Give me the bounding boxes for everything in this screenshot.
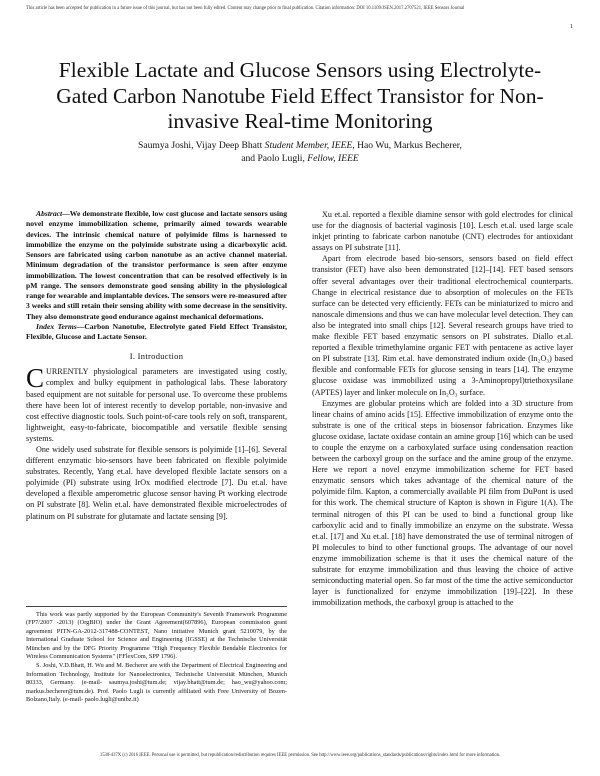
- intro-paragraph-1-text: URRENTLY physiological parameters are investigated using costly, complex and bulky equipment in pathological labs. These laboratory based equipment are not suitable for personal use. To overcome these problems there have been lot of interest recently to develop portable, non-invasive and cost effective diagnostic tools. Such point-of-care tools rely on soft, transparent, lightweight, easy-to-fabricate, biocompatible and versatile flexible sensing systems.: [26, 367, 287, 443]
- abstract: [26, 209, 287, 322]
- right-paragraph-1: Xu et.al. reported a flexible diamine sensor with gold electrodes for clinical use for the diagnosis of bacterial vaginosis [10]. Lesch et.al. used large scale inkjet printing to fabricate carbon nanotube (CNT) electrodes for antioxidant assays on PI substrate [11].: [312, 210, 573, 253]
- student-member-note: Student Member, IEEE,: [264, 140, 355, 151]
- copyright-footer: 1530-437X (c) 2016 IEEE. Personal use is permitted, but republication/redistribution requires IEEE permission. See http://www.ieee.org/publications_standards/publications/rights/index.html for more information.: [99, 753, 501, 758]
- abstract-text: —We demonstrate flexible, low cost glucose and lactate sensors using novel enzyme immobilization scheme, primarily aimed towards wearable devices. The intrinsic chemical nature of polyimide films is harnessed to immobilize the enzyme on the polyimide substrate using a dicarboxylic acid. Sensors are fabricated using carbon nanotube as an active channel material. Minimum degradation of the transistor performance is seen after enzyme immobilization. The lowest concentration that can be resolved effectively is in pM range. The sensors demonstrate good sensing ability in the physiological range for wearable and implantable devices. The sensors were re-measured after 3 weeks and still retain their sensing ability with some decrease in the sensitivity. They also demonstrate good endurance against mechanical deformations.: [26, 209, 287, 321]
- footnotes: [26, 606, 287, 704]
- author-line-2: [40, 152, 560, 165]
- funding-footnote: This work was partly supported by the European Community's Seventh Framework Programme (FP7/2007 -2013) (OrgBIO) under the Grant Agreement(607896), European commission grant agreement PITN-GA-2012-317488-CONTEST, Nano initiative Munich grant 5210079, by the International Graduate School for Science and Engineering (IGSSE) at the Technische Universität München and by the DFG Priority Programme "High Frequency Flexible Bendable Electronics for Wireless Communication Systems" (FFlexCom, SPP 1796).: [26, 611, 287, 661]
- affiliation-footnote: S. Joshi, V.D.Bhatt, H. Wu and M. Becherer are with the Department of Electrical Engineering and Information Technology, Institute for Nanoelectronics, Technische Universität München, Munich 80333, Germany. (e-mail- saumya.joshi@tum.de; vijay.bhatt@tum.de; hao_wu@yahoo.com; markus.becherer@tum.de). Prof. Paolo Lugli is currently affiliated with Free University of Bozen-Bolzano,Italy. (e-mail- paolo.lugli@unibz.it): [26, 662, 287, 704]
- author-names-3: and Paolo Lugli,: [241, 153, 305, 164]
- section-heading-introduction: I. Introduction: [129, 351, 184, 362]
- right-paragraph-2: Apart from electrode based bio-sensors, sensors based on field effect transistor (FET) have also been demonstrated [12]–[14]. FET based sensors offer several advantages over their traditional electrochemical counterparts. Change in electrical resistance due to absorption of molecules on the FETs surface can be detected very efficiently. FETs can be miniaturized to micro and nanoscale dimensions and thus we can have molecular level detection. They can also be integrated into small chips [12]. Several research groups have tried to make flexible FET based enzymatic sensors on PI substrates. Diallo et.al. reported a flexible trimethylamine organic FET with pentacene as active layer on PI substrate [13]. Rim et.al. have demonstrated indium oxide (In₂O₃) based flexible and conformable FETs for glucose sensing in tears [14]. The enzyme glucose oxidase was immobilized using a 3-Aminopropyl)triethoxysilane (APTES) layer and linker molecule on In₂O₃ surface.: [312, 254, 573, 397]
- intro-paragraph-2: One widely used substrate for flexible sensors is polyimide [1]–[6]. Several different enzymatic bio-sensors have been fabricated on flexible polyimide substrates. Recently, Yang et.al. have developed flexible lactate sensors on a polyimide (PI) substrate using IrOx modified electrode [7]. Du et.al. have developed a flexible amperometric glucose sensor having Pt working electrode on PI substrate [8]. Welin et.al. have demonstrated flexible microelectrodes of platinum on PI substrate for glutamate and lactate sensing [9].: [26, 445, 287, 521]
- index-terms: [26, 322, 287, 343]
- right-column: [312, 209, 573, 608]
- left-column: [26, 209, 287, 522]
- fellow-note: Fellow, IEEE: [307, 153, 359, 164]
- abstract-label: Abstract: [36, 209, 63, 218]
- drop-cap: C: [26, 363, 45, 394]
- index-terms-text: —Carbon Nanotube, Electrolyte gated Field Effect Transistor, Flexible, Glucose and Lactate Sensor.: [26, 321, 288, 341]
- author-names-2: Hao Wu, Markus Becherer,: [357, 140, 462, 151]
- right-paragraph-3: Enzymes are globular proteins which are folded into a 3D structure from linear chains of amino acids [15]. Effective immobilization of enzyme onto the substrate is one of the critical steps in biosensor fabrication. Enzymes like glucose oxidase, lactate oxidase contain an amine group [16] which can be used to couple the enzyme on a carboxylated surface using condensation reaction between the carboxyl group on the surface and the amine group of the enzyme. Here we report a novel enzyme immobilization scheme for FET based enzymatic sensors which takes advantage of the chemical nature of the polyimide film. Kapton, a commercially available PI film from DuPont is used for this work. The chemical structure of Kapton is shown in Figure 1(A). The terminal nitrogen of this PI can be used to bind a functional group like carboxylic acid and to finally immobilize an enzyme on the substrate. Wessa et.al. [17] and Xu et.al. [18] have demonstrated the use of terminal nitrogen of PI molecules to bind to other functional groups. The advantage of our novel enzyme immobilization scheme is that it uses the chemical nature of the substrate for enzyme immobilization and thus leaving the choice of active semiconducting material open. So far most of the time the active semiconductor layer is functionalized for enzyme immobilization [19]–[22]. In these immobilization methods, the carboxyl group is attached to the: [312, 398, 573, 608]
- paper-title: Flexible Lactate and Glucose Sensors using Electrolyte-Gated Carbon Nanotube Field Effect Transistor for Non-invasive Real-time Monitoring: [56, 58, 544, 133]
- author-names-1: Saumya Joshi, Vijay Deep Bhatt: [138, 140, 263, 151]
- intro-paragraph-1: [26, 363, 287, 444]
- accepted-article-notice: This article has been accepted for publication in a future issue of this journal, but has not been fully edited. Content may change prior to final publication. Citation information: DOI 10.1109/JSEN.2017.2707521, IEEE Sensors Journal: [26, 6, 465, 11]
- author-list: [40, 139, 560, 165]
- index-terms-label: Index Terms: [36, 321, 77, 331]
- author-line-1: [40, 139, 560, 152]
- page-number: 1: [570, 24, 573, 30]
